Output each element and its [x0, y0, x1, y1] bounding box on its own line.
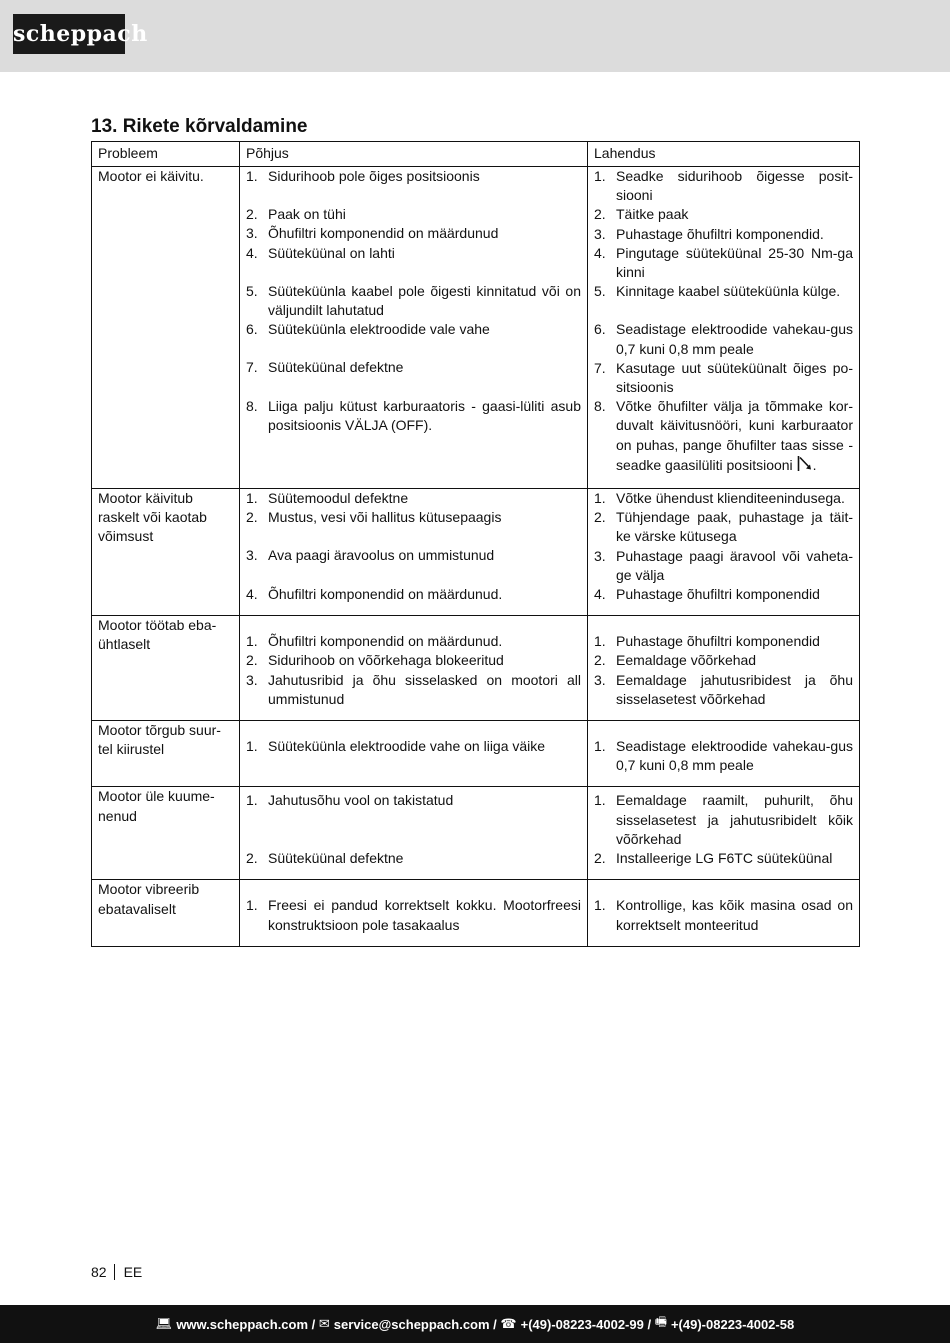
fax-icon: 🖷︎: [654, 1314, 667, 1329]
solution-cell: [588, 489, 860, 616]
table-row: [92, 167, 860, 489]
column-header-solution: Lahendus: [588, 142, 860, 167]
footer-divider: [114, 1264, 115, 1280]
table-header-row: [92, 142, 860, 167]
list-item: 2. Süüteküünal defektne: [246, 849, 404, 866]
list-item: 4. Puhastage õhufiltri komponendid: [594, 586, 820, 603]
list-item: 3. Ava paagi äravoolus on ummistunud: [246, 547, 495, 564]
list-item: 5. Kinnitage kaabel süüteküünla külge.: [594, 283, 841, 300]
column-header-cause: Põhjus: [240, 142, 588, 167]
solution-cell: [588, 787, 860, 880]
list-item: 1. Kontrollige, kas kõik masina osad on korrektselt monteeritud: [594, 897, 853, 933]
list-item: 3. Puhastage õhufiltri komponendid.: [594, 225, 824, 242]
phone-number: +(49)-08223-4002-99 /: [520, 1316, 652, 1332]
cause-cell: [240, 787, 588, 880]
fax-number: +(49)-08223-4002-58: [670, 1316, 795, 1332]
scheppach-logo: scheppach: [13, 14, 125, 54]
cause-cell: [240, 721, 588, 787]
list-item: 3. Õhufiltri komponendid on määrdunud: [246, 225, 499, 242]
list-item: 8. Võtke õhufilter välja ja tõmmake kor-duvalt käivitusnööri, kuni karburaator on puhas, pange õhufilter taas sisse - seadke gaasilüliti positsiooni .: [594, 397, 853, 477]
phone-icon: ☎: [500, 1316, 517, 1331]
problem-cell: Mootor töötab eba-ühtlaselt: [92, 616, 240, 721]
email-link[interactable]: service@scheppach.com /: [333, 1316, 497, 1332]
list-item: 1. Jahutusõhu vool on takistatud: [246, 792, 454, 809]
table-row: [92, 880, 860, 946]
computer-icon: 💻︎: [155, 1316, 173, 1331]
page-number: 82: [91, 1264, 107, 1280]
problem-cell: Mootor ei käivitu.: [92, 167, 240, 489]
list-item: 6. Süüteküünla elektroodide vale vahe: [246, 321, 490, 338]
list-item: 1. Eemaldage raamilt, puhurilt, õhu sisselasetest ja jahutusribidelt kõik võõrkehad: [594, 792, 853, 847]
list-item: 1. Süüteküünla elektroodide vahe on liiga väike: [246, 738, 546, 755]
list-item: 1. Süütemoodul defektne: [246, 490, 409, 507]
website-link[interactable]: www.scheppach.com /: [176, 1316, 316, 1332]
list-item: 6. Seadistage elektroodide vahekau-gus 0,7 kuni 0,8 mm peale: [594, 321, 853, 357]
troubleshooting-table: [91, 141, 860, 947]
problem-cell: Mootor üle kuume-nenud: [92, 787, 240, 880]
list-item: 2. Paak on tühi: [246, 206, 346, 223]
list-item: 4. Õhufiltri komponendid on määrdunud.: [246, 585, 503, 602]
section-title: 13. Rikete kõrvaldamine: [91, 116, 308, 137]
table-row: [92, 787, 860, 880]
list-item: 2. Mustus, vesi või hallitus kütusepaagis: [246, 509, 502, 526]
list-item: 4. Pingutage süüteküünal 25-30 Nm-ga kinni: [594, 244, 853, 281]
problem-cell: Mootor käivitub raskelt või kaotab võimsust: [92, 489, 240, 616]
contact-bar: [0, 1305, 950, 1343]
table-row: [92, 616, 860, 721]
cause-cell: [240, 489, 588, 616]
problem-cell: Mootor tõrgub suur-tel kiirustel: [92, 721, 240, 787]
mail-icon: ✉︎: [318, 1316, 330, 1331]
list-item: 8. Liiga palju kütust karburaatoris - gaasi-lüliti asub positsioonis VÄLJA (OFF).: [246, 397, 581, 433]
list-item: 2. Eemaldage võõrkehad: [594, 652, 757, 669]
solution-cell: [588, 721, 860, 787]
list-item: 1. Sidurihoob pole õiges positsioonis: [246, 168, 480, 184]
throttle-switch-icon: [797, 455, 813, 477]
list-item: 1. Võtke ühendust klienditeenindusega.: [594, 490, 845, 507]
solution-cell: [588, 616, 860, 721]
list-item: 7. Süüteküünal defektne: [246, 359, 404, 376]
table-row: [92, 721, 860, 787]
cause-cell: [240, 880, 588, 946]
list-item: 5. Süüteküünla kaabel pole õigesti kinnitatud või on väljundilt lahutatud: [246, 282, 581, 319]
column-header-problem: Probleem: [92, 142, 240, 167]
solution-cell: [588, 167, 860, 489]
list-item: 1. Puhastage õhufiltri komponendid: [594, 633, 820, 650]
cause-cell: [240, 167, 588, 489]
list-item: 2. Sidurihoob on võõrkehaga blokeeritud: [246, 652, 504, 669]
list-item: 1. Freesi ei pandud korrektselt kokku. Mootorfreesi konstruktsioon pole tasakaalus: [246, 897, 581, 933]
list-item: 2. Tühjendage paak, puhastage ja täit-ke värske kütusega: [594, 509, 853, 545]
list-item: 2. Täitke paak: [594, 206, 689, 223]
solution-cell: [588, 880, 860, 946]
table-row: [92, 489, 860, 616]
page-footer: [91, 1264, 142, 1280]
list-item: 7. Kasutage uut süüteküünalt õiges po-sitsioonis: [594, 359, 853, 396]
list-item: 1. Seadistage elektroodide vahekau-gus 0,7 kuni 0,8 mm peale: [594, 738, 853, 774]
list-item: 3. Puhastage paagi äravool või vaheta-ge välja: [594, 547, 853, 583]
list-item: 2. Installeerige LG F6TC süüteküünal: [594, 850, 833, 867]
header-bar: [0, 0, 950, 72]
language-code: EE: [123, 1264, 143, 1280]
list-item: 1. Õhufiltri komponendid on määrdunud.: [246, 633, 503, 650]
cause-cell: [240, 616, 588, 721]
problem-cell: Mootor vibreerib ebatavaliselt: [92, 880, 240, 946]
list-item: 4. Süüteküünal on lahti: [246, 244, 395, 261]
list-item: 3. Jahutusribid ja õhu sisselasked on mootori all ummistunud: [246, 671, 581, 707]
list-item: 3. Eemaldage jahutusribidest ja õhu sisselasetest võõrkehad: [594, 671, 853, 707]
list-item: 1. Seadke sidurihoob õigesse posit-siooni: [594, 168, 853, 204]
